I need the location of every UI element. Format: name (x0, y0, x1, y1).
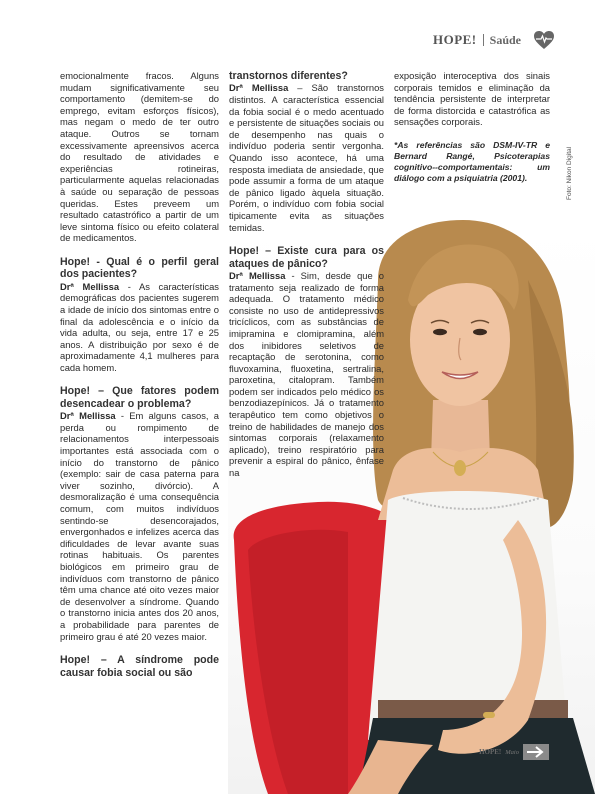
footer-month: Maio (505, 748, 519, 756)
section-title: Saúde (489, 32, 521, 47)
speaker-name: Drª Mellissa (229, 82, 289, 94)
speaker-name: Drª Mellissa (229, 269, 286, 281)
interview-question: Hope! - Qual é o perfil geral dos pacientes? (60, 255, 219, 281)
text-column-1 (60, 70, 219, 679)
interview-answer (229, 270, 384, 479)
answer-text: - As características demográficas dos pacientes sugerem a idade de início dos sintomas entre o final da adolescência e o início da vida adulta, ou seja, entre 17 e 25 anos. A distribuição por sexo é de aproximadamente 4,1 mulheres para cada homem. (60, 280, 219, 373)
interview-question: transtornos diferentes? (229, 70, 348, 82)
answer-text: - Em alguns casos, a perda ou rompimento de relacionamentos interpessoais importantes está associada com o início do transtorno de pânico (exemplo: sair de casa paterna para viver sozinho, divórcio). A desmoralização é uma consequência comum, com muitos indivíduos sentindo-se desencorajados, envergonhados e infelizes acerca das dificuldades de levar avante suas rotinas habituais. Os parentes biológicos em primeiro grau de indivíduos com transtorno de pânico têm uma chance até oito vezes maior de desenvolver a síndrome. Quando o transtorno inicia antes dos 20 anos, a probabilidade para parentes de primeiro grau é até 20 vezes maior. (60, 410, 219, 642)
references-note: *As referências são DSM-IV-TR e Bernard Rangé, Psicoterapias cognitivo--comportamentais: um diálogo com a psiquiatria (2001). (394, 139, 550, 183)
paragraph: emocionalmente fracos. Alguns mudam significativamente seu comportamento (demitem-se do emprego, evitam esforços físicos), mas negam o medo de ter outro ataque. Outros se tornam excessivamente apreensivos acerca do resultado de atividades e experiências rotineiras, particularmente aquelas relacionadas à saúde ou separação de pessoas queridas. Estes preveem um resultado catastrófico a partir de um leve sintoma físico ou efeito colateral de medicamentos. (60, 70, 219, 244)
interview-question: Hope! – A síndrome pode causar fobia social ou são (60, 654, 219, 679)
text-column-3 (394, 70, 550, 184)
speaker-name: Drª Mellissa (60, 280, 120, 292)
paragraph: exposição interoceptiva dos sinais corporais temidos e eliminação da tendência persistente de interpretar de forma distorcida e catastrófica as sensações corporais. (394, 70, 550, 128)
next-page-arrow-icon[interactable] (523, 744, 549, 760)
footer-brand: HOPE! (479, 748, 502, 756)
interview-question: Hope! – Que fatores podem desencadear o problema? (60, 385, 219, 410)
interview-answer (60, 281, 219, 374)
answer-text: - Sim, desde que o tratamento seja realizado de forma adequada. O tratamento médico consiste no uso de antidepressivos tricíclicos, com as substâncias de imipramina e clomipramina, além dos inibidores seletivos de recaptação de serotonina, como fluvoxamina, fluoxetina, sertralina, paroxetina, citalopram. Também podem ser indicados pelo médico os benzodiazepínicos. Já o tratamento terapêutico tem como objetivos o treino de habilidades de manejo dos sintomas corporais (relaxamento aplicado), treino respiratório para prevenir a espiral do pânico, ênfase na (229, 269, 384, 479)
magazine-brand: HOPE! (432, 32, 477, 47)
interview-answer (60, 410, 219, 642)
photo-credit: Foto: Nikon Digital (566, 146, 573, 200)
heart-pulse-icon (533, 30, 555, 50)
speaker-name: Drª Mellissa (60, 410, 116, 422)
header-divider (483, 34, 484, 46)
answer-text: – São transtornos distintos. A característica essencial da fobia social é o medo acentuado e persistente de situações sociais ou de desempenho nas quais o indivíduo poderia sentir vergonha. Quando isso acontece, há uma resposta imediata de ansiedade, que pode assumir a forma de um ataque de pânico ligado àquela situação. Porém, o indivíduo com fobia social tipicamente evita as situações temidas. (229, 82, 384, 233)
interview-answer (229, 82, 384, 233)
text-column-2 (229, 70, 384, 479)
page-footer (479, 744, 549, 760)
page-header (433, 30, 555, 50)
interview-question: Hope! – Existe cura para os ataques de pânico? (229, 245, 384, 270)
